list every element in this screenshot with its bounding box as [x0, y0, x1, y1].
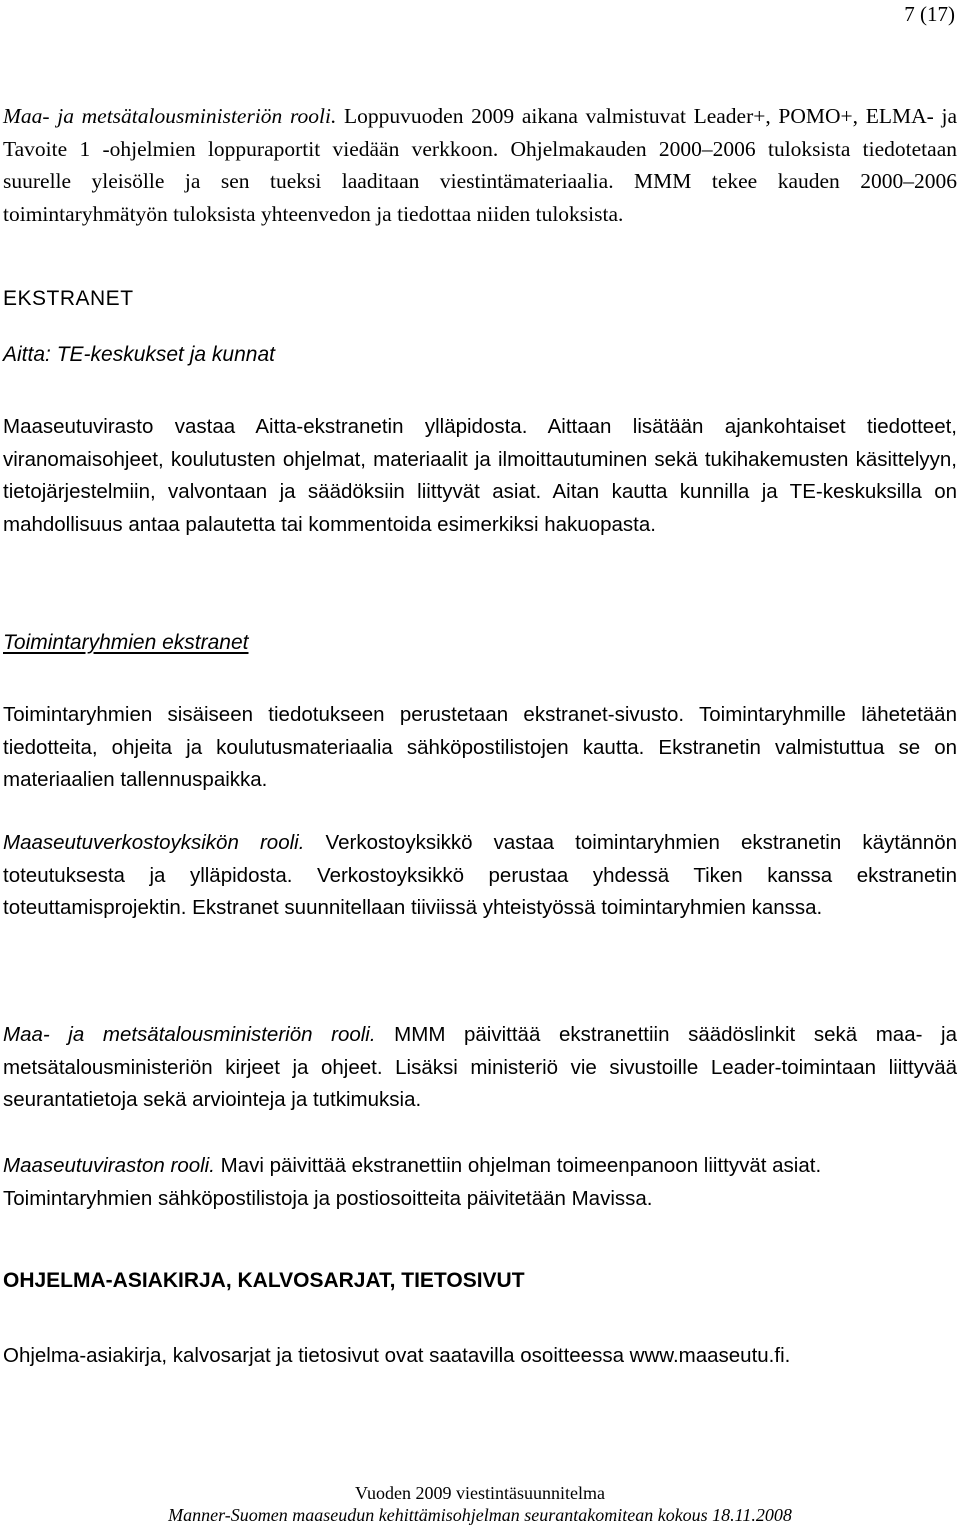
paragraph-lead: Maa- ja metsätalousministeriön rooli. [3, 1023, 376, 1046]
page-number: 7 (17) [904, 2, 955, 26]
paragraph-toimintaryhmien-ekstranet: Toimintaryhmien sisäiseen tiedotukseen perustetaan ekstranet-sivusto. Toimintaryhmille lähetetään tiedotteita, ohjeita ja koulutusmateriaalia sähköpostilistojen kautta. Ekstranetin valmistuttua se on materiaalien tallennuspaikka. [3, 703, 957, 791]
heading-ohjelma-asiakirja: OHJELMA-ASIAKIRJA, KALVOSARJAT, TIETOSIVUT [3, 1269, 525, 1292]
paragraph-mmm-role-2 [3, 1019, 957, 1117]
footer-title: Vuoden 2009 viestintäsuunnitelma [355, 1483, 605, 1503]
paragraph-lead: Maa- ja metsätalousministeriön rooli. [3, 104, 337, 128]
paragraph-ohjelma-asiakirja: Ohjelma-asiakirja, kalvosarjat ja tietosivut ovat saatavilla osoitteessa www.maaseutu.fi. [3, 1344, 791, 1367]
paragraph-lead: Maaseutuverkostoyksikön rooli. [3, 831, 305, 854]
paragraph-text: Mavi päivittää ekstranettiin ohjelman toimeenpanoon liittyvät asiat. Toimintaryhmien sähköpostilistoja ja postiosoitteita päivitetään Mavissa. [3, 1154, 822, 1210]
footer-subtitle: Manner-Suomen maaseudun kehittämisohjelman seurantakomitean kokous 18.11.2008 [168, 1505, 792, 1525]
heading-toimintaryhmien-ekstranet: Toimintaryhmien ekstranet [3, 631, 249, 654]
paragraph-mmm-role-1 [3, 100, 957, 230]
paragraph-text: Verkostoyksikkö vastaa toimintaryhmien ekstranetin käytännön toteutuksesta ja ylläpidosta. Verkostoyksikkö perustaa yhdessä Tiken kanssa ekstranetin toteuttamisprojektin. Ekstranet suunnitellaan tiiviissä yhteistyössä toimintaryhmien kanssa. [3, 831, 957, 919]
paragraph-text: MMM päivittää ekstranettiin säädöslinkit sekä maa- ja metsätalousministeriön kirjeet ja ohjeet. Lisäksi ministeriö vie sivustoille Leader-toimintaan liittyvää seurantatietoja sekä arviointeja ja tutkimuksia. [3, 1023, 957, 1111]
paragraph-lead: Maaseutuviraston rooli. [3, 1154, 215, 1177]
paragraph-mavi-role [3, 1150, 957, 1215]
paragraph-aitta: Maaseutuvirasto vastaa Aitta-ekstranetin ylläpidosta. Aittaan lisätään ajankohtaiset tiedotteet, viranomaisohjeet, koulutusten ohjelmat, materiaalit ja ilmoittautuminen sekä tukihakemusten käsittelyyn, tietojärjestelmiin, valvontaan ja säädöksiin liittyvät asiat. Aitan kautta kunnilla ja TE-keskuksilla on mahdollisuus antaa palautetta tai kommentoida esimerkiksi hakuopasta. [3, 415, 957, 536]
heading-ekstranet: EKSTRANET [3, 287, 134, 310]
heading-aitta: Aitta: TE-keskukset ja kunnat [3, 343, 275, 366]
paragraph-text: Loppuvuoden 2009 aikana valmistuvat Leader+, POMO+, ELMA- ja Tavoite 1 -ohjelmien loppuraportit viedään verkkoon. Ohjelmakauden 2000–2006 tuloksista tiedotetaan suurelle yleisölle ja sen tueksi laaditaan viestintämateriaalia. MMM tekee kauden 2000–2006 toimintaryhmätyön tuloksista yhteenvedon ja tiedottaa niiden tuloksista. [3, 104, 957, 226]
paragraph-verkostoyksikko-role [3, 827, 957, 925]
